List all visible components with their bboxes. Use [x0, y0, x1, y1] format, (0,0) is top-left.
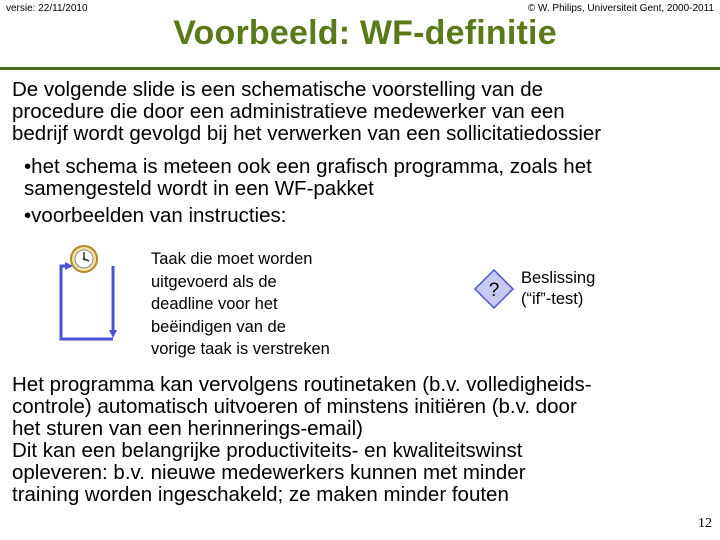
clock-icon	[71, 246, 97, 272]
outro-paragraph: Het programma kan vervolgens routinetaken (b.v. volledigheids- controle) automatisch uitvoeren of minstens initiëren (b.v. door het sturen van een herinnerings-email) Dit kan een belangrijke productiviteits- en kwaliteitswinst opleveren: b.v. nieuwe medewerkers kunnen met minder training worden ingeschakeld; ze maken minder fouten	[12, 373, 592, 506]
slide-title: Voorbeeld: WF-definitie	[173, 14, 557, 52]
copyright-label: © W. Philips, Universiteit Gent, 2000-2011	[527, 3, 714, 14]
decision-instruction-text: Beslissing (“if”-test)	[521, 269, 596, 308]
decision-diamond	[473, 268, 515, 310]
intro-paragraph: De volgende slide is een schematische voorstelling van de procedure die door een administratieve medewerker van een bedrijf wordt gevolgd bij het verwerken van een sollicitatiedossier	[12, 78, 602, 145]
bullet-item-1: •het schema is meteen ook een grafisch programma, zoals het samengesteld wordt in een WF-pakket	[24, 155, 592, 200]
title-divider	[0, 67, 720, 70]
page-number: 12	[698, 516, 712, 531]
decision-shape	[473, 268, 515, 310]
loop-arrow	[61, 266, 113, 339]
loop-instruction-text: Taak die moet worden uitgevoerd als de deadline voor het beëindigen van de vorige taak is verstreken	[151, 250, 330, 358]
timed-loop-diagram	[55, 238, 135, 353]
decision-symbol: ?	[488, 280, 500, 301]
bullet-item-2: •voorbeelden van instructies:	[24, 204, 287, 227]
version-label: versie: 22/11/2010	[6, 3, 88, 14]
